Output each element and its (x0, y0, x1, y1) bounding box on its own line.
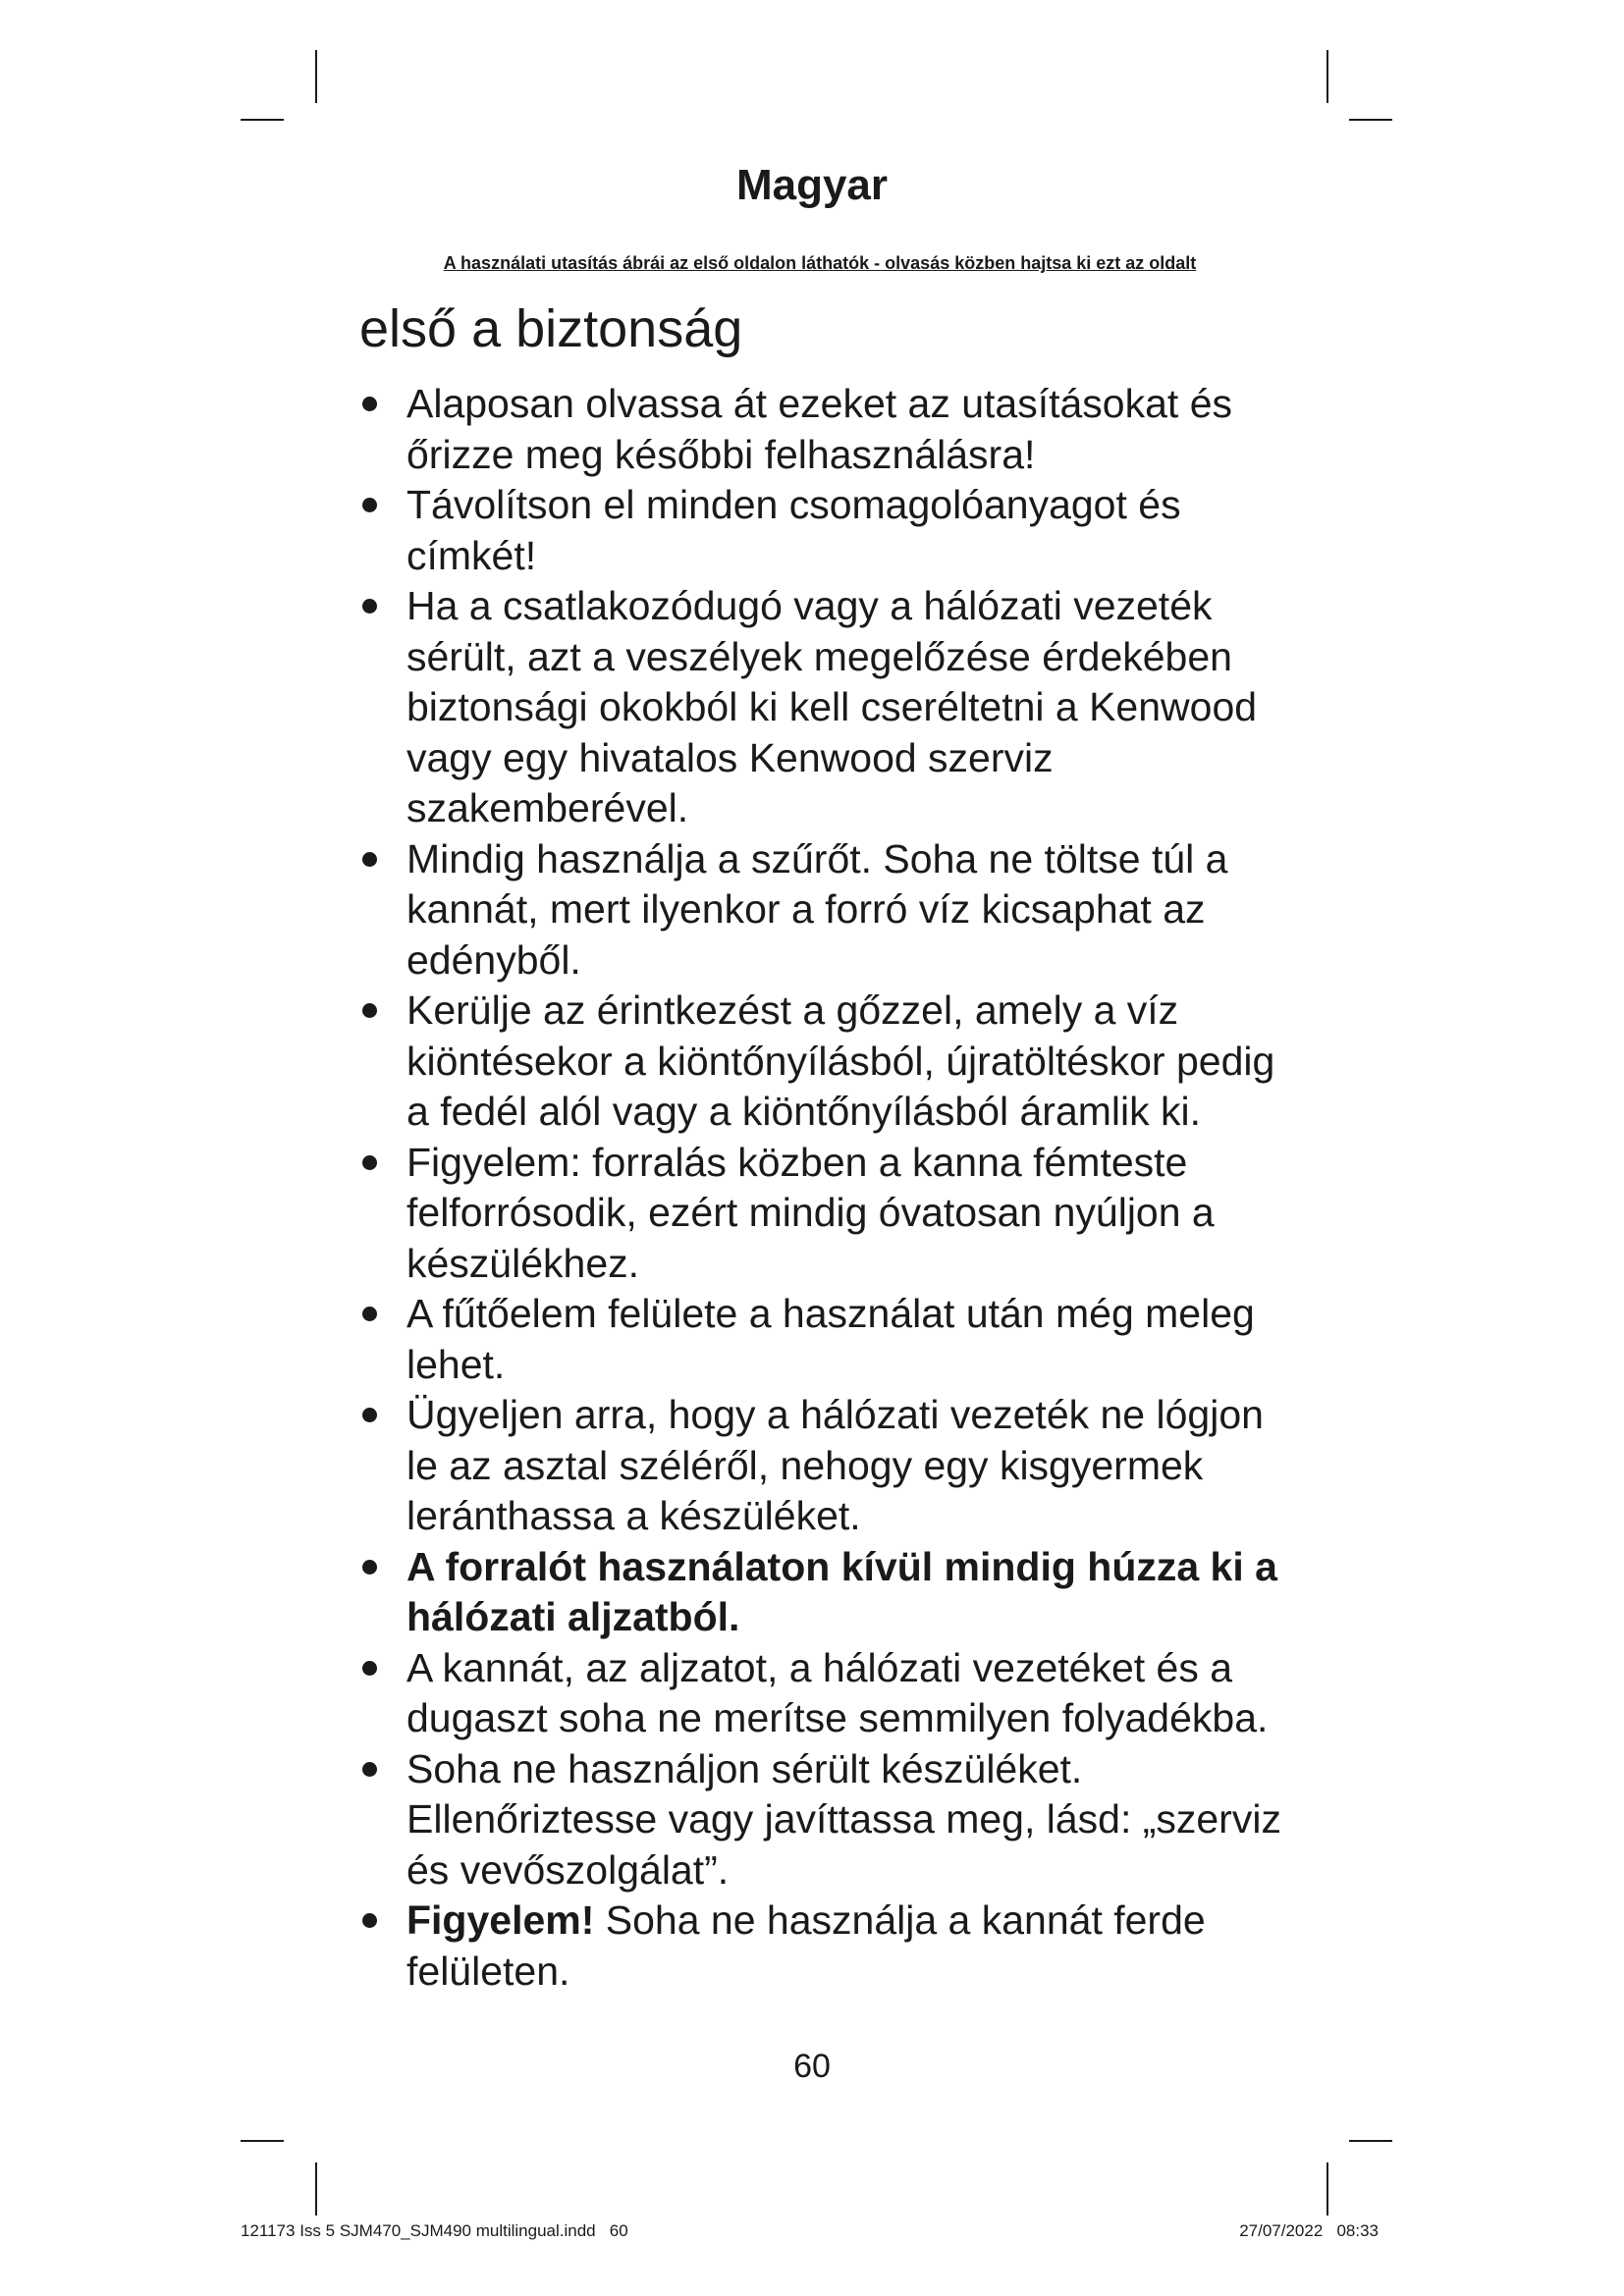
bullet-icon (362, 599, 377, 614)
bullet-icon (362, 1913, 377, 1928)
crop-mark-top-left-v (315, 50, 317, 103)
list-item-text: Ügyeljen arra, hogy a hálózati vezeték ne lógjon le az asztal széléről, nehogy egy kisgyermek leránthassa a készüléket. (406, 1392, 1264, 1538)
bullet-icon (362, 1307, 377, 1321)
list-item-text: Soha ne használja a kannát ferde felületen. (406, 1897, 1206, 1994)
list-item (359, 480, 1292, 581)
crop-mark-top-left-h (241, 119, 284, 121)
bullet-icon (362, 498, 377, 512)
bullet-icon (362, 397, 377, 411)
list-item (359, 1390, 1292, 1542)
list-item (359, 834, 1292, 987)
crop-mark-bottom-left-v (315, 2163, 317, 2216)
bullet-icon (362, 1762, 377, 1777)
crop-mark-bottom-right-v (1326, 2163, 1328, 2216)
list-item-text: A kannát, az aljzatot, a hálózati vezetéket és a dugaszt soha ne merítse semmilyen folyadékba. (406, 1644, 1269, 1740)
list-item (359, 986, 1292, 1138)
list-item (359, 1744, 1292, 1896)
crop-mark-bottom-left-h (241, 2140, 284, 2142)
list-item (359, 1542, 1292, 1643)
list-item (359, 1896, 1292, 1997)
list-item-text: A fűtőelem felülete a használat után még meleg lehet. (406, 1291, 1255, 1387)
bullet-icon (362, 1003, 377, 1018)
language-heading: Magyar (735, 161, 889, 209)
list-item-text: Ha a csatlakozódugó vagy a hálózati vezeték sérült, azt a veszélyek megelőzése érdekében biztonsági okokból ki kell cseréltetni a Kenwood vagy egy hivatalos Kenwood szerviz szakemberével. (406, 583, 1258, 830)
list-item-text: A forralót használaton kívül mindig húzza ki a hálózati aljzatból. (406, 1543, 1277, 1639)
list-item (359, 379, 1292, 480)
footer-timestamp: 27/07/2022 08:33 (1239, 2221, 1379, 2240)
list-item-text: Kerülje az érintkezést a gőzzel, amely a víz kiöntésekor a kiöntőnyílásból, újratöltéskor pedig a fedél alól vagy a kiöntőnyílásból áramlik ki. (406, 988, 1275, 1134)
list-item (359, 1643, 1292, 1744)
list-item-text: Távolítson el minden csomagolóanyagot és címkét! (406, 482, 1181, 578)
crop-mark-top-right-h (1349, 119, 1392, 121)
list-item (359, 581, 1292, 834)
footer-file-info: 121173 Iss 5 SJM470_SJM490 multilingual.indd 60 (241, 2221, 628, 2240)
list-item-text: Soha ne használjon sérült készüléket. Ellenőriztesse vagy javíttassa meg, lásd: „szerviz és vevőszolgálat”. (406, 1745, 1281, 1893)
crop-mark-top-right-v (1326, 50, 1328, 103)
bullet-icon (362, 1661, 377, 1676)
list-item-strong-text: Figyelem! (406, 1897, 595, 1943)
crop-mark-bottom-right-h (1349, 2140, 1392, 2142)
bullet-icon (362, 1408, 377, 1422)
fold-out-notice: A használati utasítás ábrái az első oldalon láthatók - olvasás közben hajtsa ki ezt az oldalt (443, 253, 1197, 273)
bullet-icon (362, 1155, 377, 1170)
list-item (359, 1138, 1292, 1290)
page-number: 60 (793, 2048, 831, 2085)
list-item-text: Mindig használja a szűrőt. Soha ne töltse túl a kannát, mert ilyenkor a forró víz kicsaphat az edényből. (406, 835, 1228, 983)
list-item (359, 1289, 1292, 1390)
list-item-text: Alaposan olvassa át ezeket az utasításokat és őrizze meg későbbi felhasználásra! (406, 381, 1233, 477)
bullet-icon (362, 1560, 377, 1575)
list-item-text: Figyelem: forralás közben a kanna fémteste felforrósodik, ezért mindig óvatosan nyúljon a készülékhez. (406, 1139, 1215, 1286)
bullet-icon (362, 852, 377, 867)
section-title: első a biztonság (359, 299, 743, 358)
safety-list (359, 379, 1292, 1997)
